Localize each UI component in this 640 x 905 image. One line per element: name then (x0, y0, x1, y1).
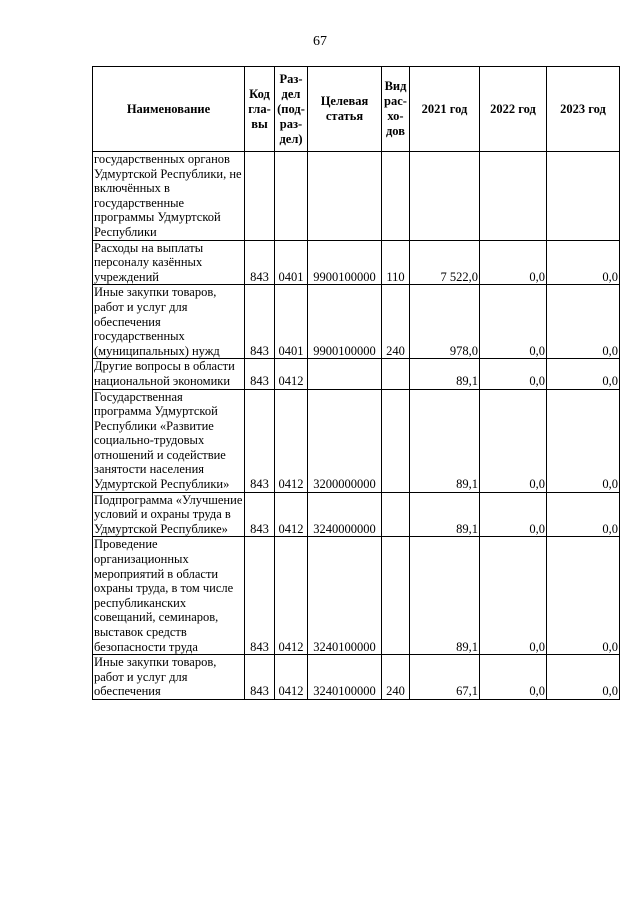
table-row (93, 655, 620, 700)
table-row (93, 492, 620, 537)
table-row (93, 152, 620, 241)
cell-2023 (547, 152, 620, 241)
cell-name: государственных органов Удмуртской Республики, не включённых в государственные программы Удмуртской Республики (93, 152, 245, 241)
cell-2022: 0,0 (480, 537, 547, 655)
cell-2021 (410, 152, 480, 241)
table-row (93, 359, 620, 389)
cell-name: Государственная программа Удмуртской Республики «Развитие социально-трудовых отношений и содействие занятости населения Удмуртской Республики» (93, 389, 245, 492)
cell-razdel: 0412 (275, 359, 308, 389)
header-statya: Целевая статья (308, 67, 382, 152)
cell-2022: 0,0 (480, 285, 547, 359)
cell-statya: 3200000000 (308, 389, 382, 492)
cell-statya: 3240000000 (308, 492, 382, 537)
cell-razdel: 0412 (275, 389, 308, 492)
cell-vid (382, 389, 410, 492)
cell-2023: 0,0 (547, 655, 620, 700)
table-row (93, 285, 620, 359)
cell-2021: 978,0 (410, 285, 480, 359)
cell-statya (308, 152, 382, 241)
table-row (93, 537, 620, 655)
cell-2022: 0,0 (480, 492, 547, 537)
header-2023: 2023 год (547, 67, 620, 152)
cell-statya: 9900100000 (308, 240, 382, 285)
cell-2023: 0,0 (547, 537, 620, 655)
cell-name: Иные закупки товаров, работ и услуг для обеспечения (93, 655, 245, 700)
cell-vid (382, 492, 410, 537)
cell-kod-glavy: 843 (245, 285, 275, 359)
cell-2022: 0,0 (480, 655, 547, 700)
cell-kod-glavy: 843 (245, 655, 275, 700)
cell-razdel: 0412 (275, 492, 308, 537)
cell-razdel: 0412 (275, 655, 308, 700)
cell-name: Другие вопросы в области национальной экономики (93, 359, 245, 389)
cell-2021: 67,1 (410, 655, 480, 700)
cell-razdel: 0412 (275, 537, 308, 655)
cell-razdel: 0401 (275, 285, 308, 359)
cell-statya: 3240100000 (308, 655, 382, 700)
cell-2023: 0,0 (547, 492, 620, 537)
table-row (93, 389, 620, 492)
cell-name: Иные закупки товаров, работ и услуг для обеспечения государственных (муниципальных) нужд (93, 285, 245, 359)
cell-vid: 110 (382, 240, 410, 285)
cell-2021: 7 522,0 (410, 240, 480, 285)
header-name: Наименование (93, 67, 245, 152)
cell-2023: 0,0 (547, 359, 620, 389)
cell-vid (382, 359, 410, 389)
cell-statya: 9900100000 (308, 285, 382, 359)
cell-statya (308, 359, 382, 389)
header-razdel: Раз- дел (под- раз- дел) (275, 67, 308, 152)
cell-2023: 0,0 (547, 389, 620, 492)
cell-name: Расходы на выплаты персоналу казённых учреждений (93, 240, 245, 285)
table-row (93, 240, 620, 285)
cell-2021: 89,1 (410, 389, 480, 492)
cell-kod-glavy: 843 (245, 492, 275, 537)
cell-statya: 3240100000 (308, 537, 382, 655)
cell-vid (382, 537, 410, 655)
cell-kod-glavy: 843 (245, 359, 275, 389)
cell-vid (382, 152, 410, 241)
cell-vid: 240 (382, 285, 410, 359)
cell-2022: 0,0 (480, 240, 547, 285)
cell-2021: 89,1 (410, 537, 480, 655)
cell-2022: 0,0 (480, 359, 547, 389)
cell-2022 (480, 152, 547, 241)
cell-2021: 89,1 (410, 492, 480, 537)
header-vid: Вид рас- хо- дов (382, 67, 410, 152)
cell-2021: 89,1 (410, 359, 480, 389)
cell-kod-glavy: 843 (245, 537, 275, 655)
cell-kod-glavy: 843 (245, 240, 275, 285)
header-row (93, 67, 620, 152)
cell-kod-glavy (245, 152, 275, 241)
header-2021: 2021 год (410, 67, 480, 152)
cell-name: Проведение организационных мероприятий в области охраны труда, в том числе республиканских совещаний, семинаров, выставок средств безопасности труда (93, 537, 245, 655)
header-kod-glavy: Код гла- вы (245, 67, 275, 152)
header-2022: 2022 год (480, 67, 547, 152)
cell-2022: 0,0 (480, 389, 547, 492)
cell-kod-glavy: 843 (245, 389, 275, 492)
budget-table (92, 66, 620, 700)
cell-2023: 0,0 (547, 240, 620, 285)
cell-name: Подпрограмма «Улучшение условий и охраны труда в Удмуртской Республике» (93, 492, 245, 537)
cell-razdel (275, 152, 308, 241)
cell-razdel: 0401 (275, 240, 308, 285)
page-number: 67 (313, 34, 327, 49)
cell-2023: 0,0 (547, 285, 620, 359)
cell-vid: 240 (382, 655, 410, 700)
